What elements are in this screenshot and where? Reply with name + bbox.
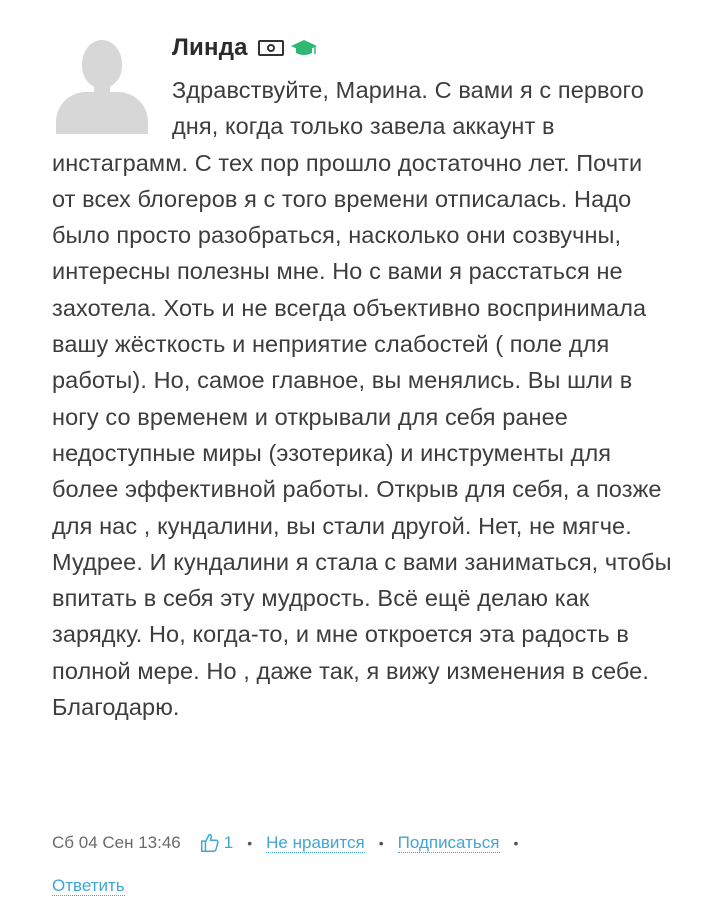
graduation-cap-icon	[290, 38, 318, 58]
avatar-body	[56, 92, 148, 134]
reply-row	[52, 876, 125, 896]
like-count: 1	[223, 833, 234, 852]
author-name[interactable]: Линда	[172, 34, 248, 61]
author-row	[172, 34, 318, 62]
comment	[52, 26, 672, 725]
subscribe-link[interactable]: Подписаться	[397, 832, 500, 852]
timestamp: Сб 04 Сен 13:46	[52, 833, 181, 852]
thumbs-up-icon	[199, 832, 221, 854]
like-button[interactable]	[199, 832, 233, 854]
reply-link[interactable]: Ответить	[52, 876, 125, 895]
separator-dot: •	[378, 835, 384, 851]
comment-text: Здравствуйте, Марина. С вами я с первого дня, когда только завела аккаунт в инстаграмм. С тех пор прошло достаточно лет. Почти от всех блогеров я с того времени отписалась. Надо было просто разобраться, насколько они созвучны, интересны полезны мне. Но с вами я расстаться не захотела. Хоть и не всегда объективно воспринимала вашу жёсткость и неприятие слабостей ( поле для работы). Но, самое главное, вы менялись. Вы шли в ногу со временем и открывали для себя ранее недоступные миры (эзотерика) и инструменты для более эффективной работы. Открыв для себя, а позже для нас , кундалини, вы стали другой. Нет, не мягче. Мудрее. И кундалини я стала с вами заниматься, чтобы впитать в себя эту мудрость. Всё ещё делаю как зарядку. Но, когда-то, и мне откроется эта радость в полной мере. Но , даже так, я вижу изменения в себе. Благодарю.	[52, 77, 672, 721]
comment-footer	[52, 832, 522, 854]
dislike-link[interactable]: Не нравится	[266, 832, 365, 852]
separator-dot: •	[247, 835, 253, 851]
separator-dot: •	[513, 835, 519, 851]
avatar[interactable]	[52, 34, 152, 134]
avatar-head	[82, 40, 122, 88]
money-icon	[258, 40, 284, 56]
